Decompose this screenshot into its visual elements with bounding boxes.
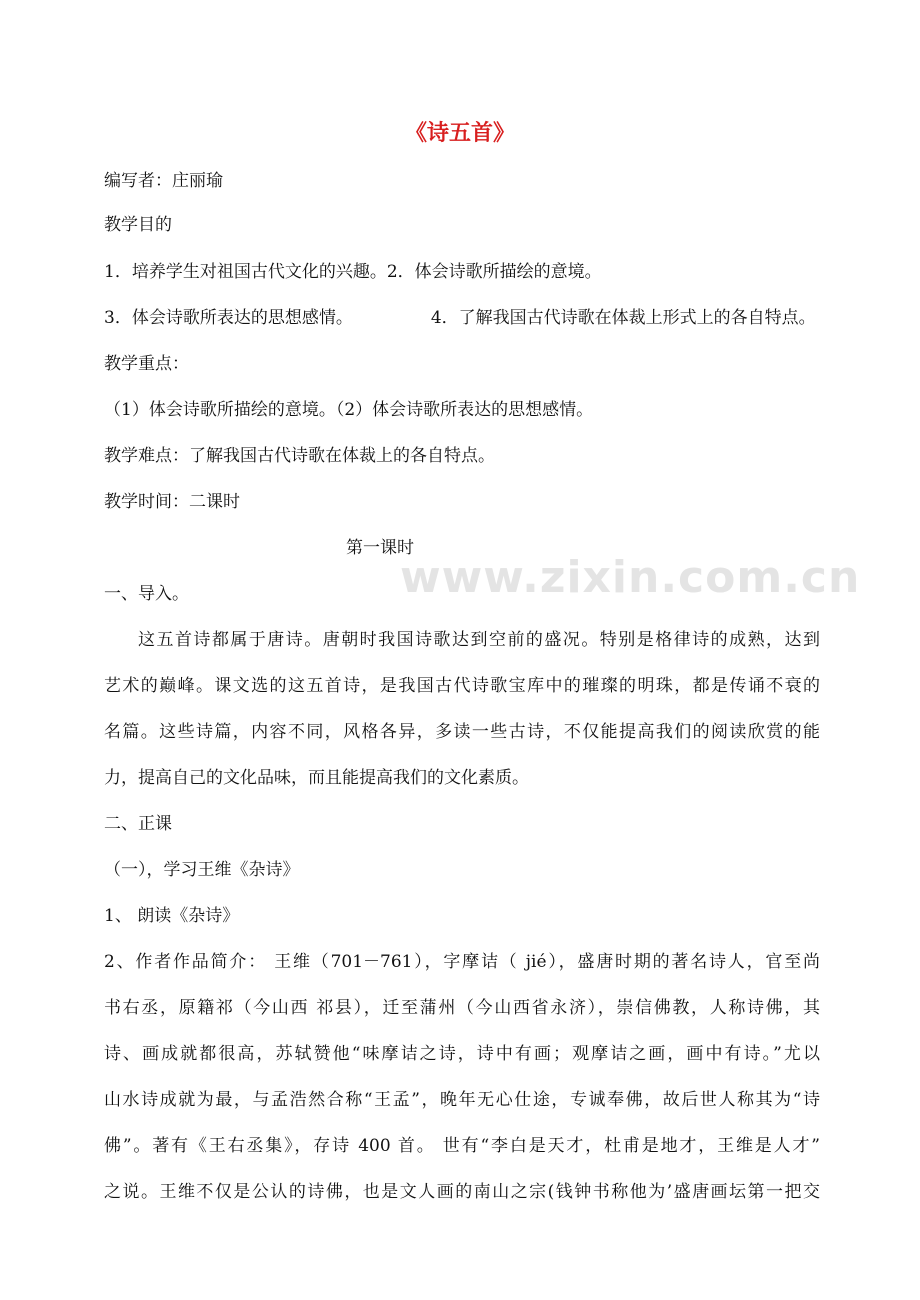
intro-paragraph-line: 这五首诗都属于唐诗。唐朝时我国诗歌达到空前的盛况。特别是格律诗的成熟，达到 [138,630,820,650]
time-line: 教学时间：二课时 [104,492,240,512]
bio-paragraph-line: 之说。王维不仅是公认的诗佛，也是文人画的南山之宗(钱钟书称他为’盛唐画坛第一把交 [104,1182,820,1202]
watermark: www.zixin.com.cn [400,552,861,603]
section-intro-heading: 一、导入。 [104,584,189,604]
section-lesson-heading: 二、正课 [104,814,172,834]
difficulty-line: 教学难点：了解我国古代诗歌在体裁上的各自特点。 [104,446,495,466]
goal-3: 3．体会诗歌所表达的思想感情。 [104,308,353,328]
goal-4: 4．了解我国古代诗歌在体裁上形式上的各自特点。 [430,308,816,328]
goal-1-2: 1．培养学生对祖国古代文化的兴趣。2．体会诗歌所描绘的意境。 [104,262,602,282]
bio-paragraph-line: 书右丞，原籍祁（今山西 祁县），迁至蒲州（今山西省永济），崇信佛教，人称诗佛，其 [104,998,820,1018]
intro-paragraph-line: 力，提高自己的文化品味，而且能提高我们的文化素质。 [104,768,529,788]
intro-paragraph-line: 名篇。这些诗篇，内容不同，风格各异，多读一些古诗，不仅能提高我们的阅读欣赏的能 [104,722,820,742]
author-line: 编写者：庄丽瑜 [104,171,223,191]
bio-paragraph-line: 2、作者作品简介： 王维（701－761），字摩诘（ jié），盛唐时期的著名诗人，官至尚 [104,952,820,972]
goals-heading: 教学目的 [104,215,172,235]
subsection-heading: （一），学习王维《杂诗》 [104,860,300,880]
document-title: 《诗五首》 [404,121,515,146]
intro-paragraph-line: 艺术的巅峰。课文选的这五首诗，是我国古代诗歌宝库中的璀璨的明珠，都是传诵不衰的 [104,676,820,696]
key-heading: 教学重点： [104,354,189,374]
key-points: （1）体会诗歌所描绘的意境。（2）体会诗歌所表达的思想感情。 [104,400,594,420]
bio-paragraph-line: 诗、画成就都很高，苏轼赞他“味摩诘之诗，诗中有画；观摩诘之画，画中有诗。”尤以 [104,1044,820,1064]
lesson-heading: 第一课时 [346,538,414,558]
bio-paragraph-line: 山水诗成就为最，与孟浩然合称“王孟”，晚年无心仕途，专诚奉佛，故后世人称其为“诗 [104,1090,820,1110]
step-read-aloud: 1、 朗读《杂诗》 [104,906,240,926]
bio-paragraph-line: 佛”。著有《王右丞集》，存诗 400 首。 世有“李白是天才，杜甫是地才，王维是人才” [104,1136,820,1156]
goal-3-4-line [104,307,820,329]
